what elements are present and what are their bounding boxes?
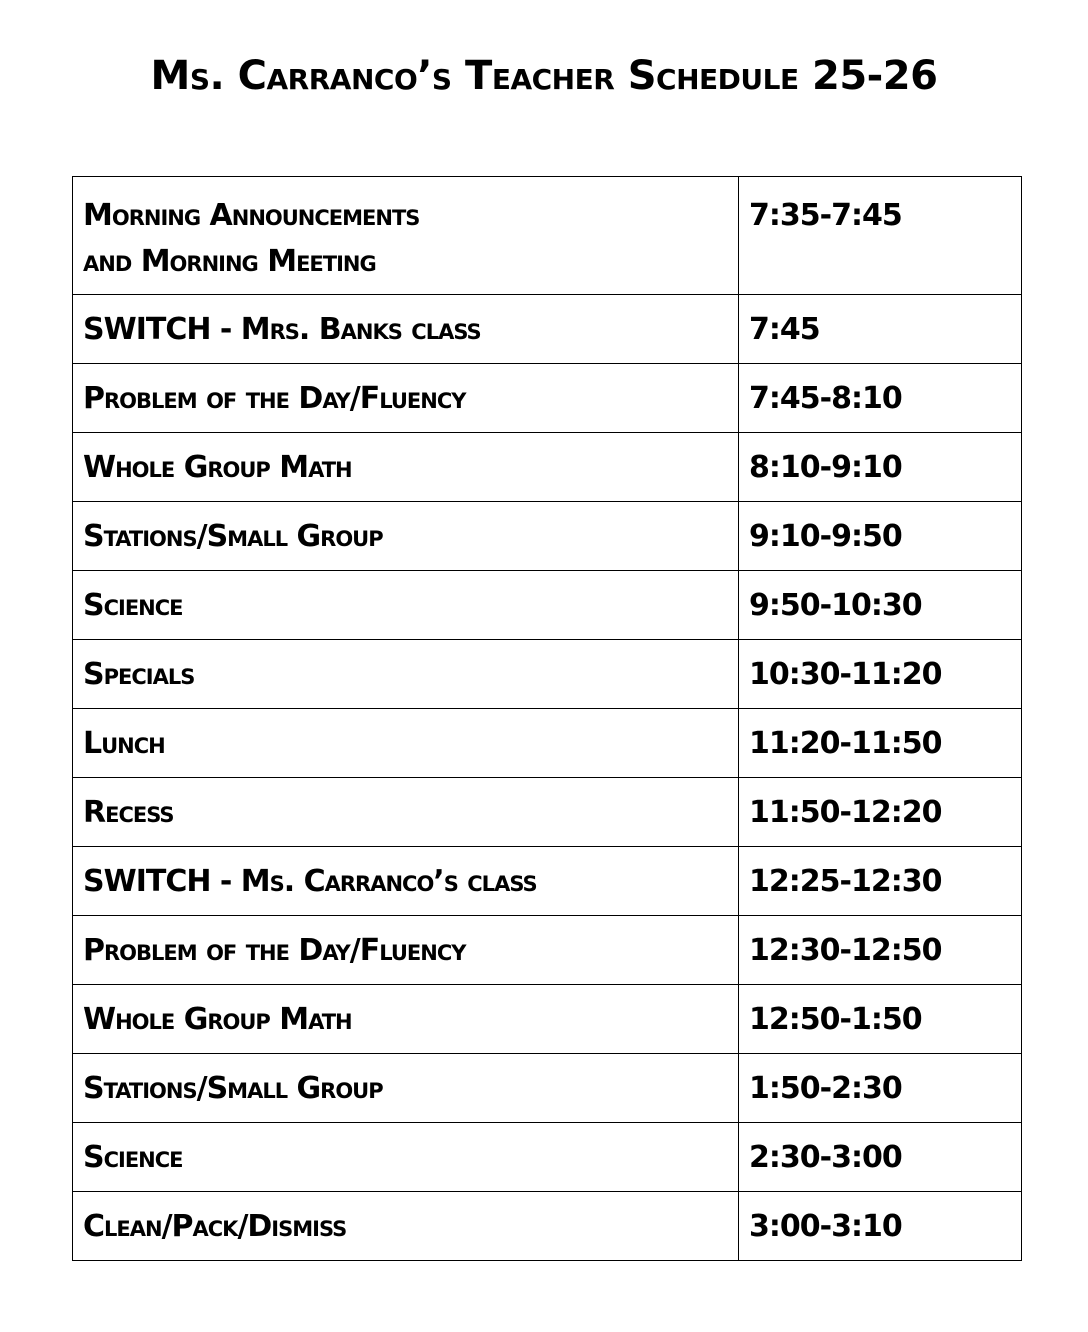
activity-cell: Recess bbox=[73, 778, 739, 847]
time-cell: 12:25-12:30 bbox=[739, 847, 1022, 916]
table-row bbox=[73, 433, 1022, 502]
time-cell: 1:50-2:30 bbox=[739, 1054, 1022, 1123]
time-cell: 9:10-9:50 bbox=[739, 502, 1022, 571]
activity-cell: Science bbox=[73, 1123, 739, 1192]
table-row bbox=[73, 709, 1022, 778]
time-cell: 7:45-8:10 bbox=[739, 364, 1022, 433]
activity-label-line: Morning Announcements bbox=[83, 198, 420, 233]
activity-cell: Clean/Pack/Dismiss bbox=[73, 1192, 739, 1261]
activity-cell: Problem of the Day/Fluency bbox=[73, 364, 739, 433]
time-cell: 12:50-1:50 bbox=[739, 985, 1022, 1054]
table-row bbox=[73, 778, 1022, 847]
time-cell: 2:30-3:00 bbox=[739, 1123, 1022, 1192]
activity-cell: Whole Group Math bbox=[73, 433, 739, 502]
activity-cell: Lunch bbox=[73, 709, 739, 778]
time-cell: 9:50-10:30 bbox=[739, 571, 1022, 640]
time-cell: 12:30-12:50 bbox=[739, 916, 1022, 985]
activity-cell: Stations/Small Group bbox=[73, 1054, 739, 1123]
table-row bbox=[73, 177, 1022, 295]
table-row bbox=[73, 1192, 1022, 1261]
activity-cell: Whole Group Math bbox=[73, 985, 739, 1054]
page-title: Ms. Carranco’s Teacher Schedule 25-26 bbox=[150, 53, 938, 99]
table-row bbox=[73, 985, 1022, 1054]
table-row bbox=[73, 1123, 1022, 1192]
activity-cell: Specials bbox=[73, 640, 739, 709]
time-cell: 7:35-7:45 bbox=[739, 177, 1022, 295]
activity-cell: Stations/Small Group bbox=[73, 502, 739, 571]
table-row bbox=[73, 1054, 1022, 1123]
table-row bbox=[73, 916, 1022, 985]
time-cell: 11:50-12:20 bbox=[739, 778, 1022, 847]
activity-cell: Problem of the Day/Fluency bbox=[73, 916, 739, 985]
time-cell: 8:10-9:10 bbox=[739, 433, 1022, 502]
time-cell: 7:45 bbox=[739, 295, 1022, 364]
activity-cell: SWITCH - Mrs. Banks class bbox=[73, 295, 739, 364]
table-row bbox=[73, 571, 1022, 640]
table-row bbox=[73, 640, 1022, 709]
activity-cell: SWITCH - Ms. Carranco’s class bbox=[73, 847, 739, 916]
activity-cell bbox=[73, 177, 739, 295]
activity-label-line: and Morning Meeting bbox=[83, 244, 376, 279]
table-row bbox=[73, 502, 1022, 571]
time-cell: 11:20-11:50 bbox=[739, 709, 1022, 778]
time-cell: 3:00-3:10 bbox=[739, 1192, 1022, 1261]
time-cell: 10:30-11:20 bbox=[739, 640, 1022, 709]
table-row bbox=[73, 847, 1022, 916]
table-row bbox=[73, 295, 1022, 364]
activity-cell: Science bbox=[73, 571, 739, 640]
table-row bbox=[73, 364, 1022, 433]
schedule-table bbox=[72, 176, 1022, 1261]
